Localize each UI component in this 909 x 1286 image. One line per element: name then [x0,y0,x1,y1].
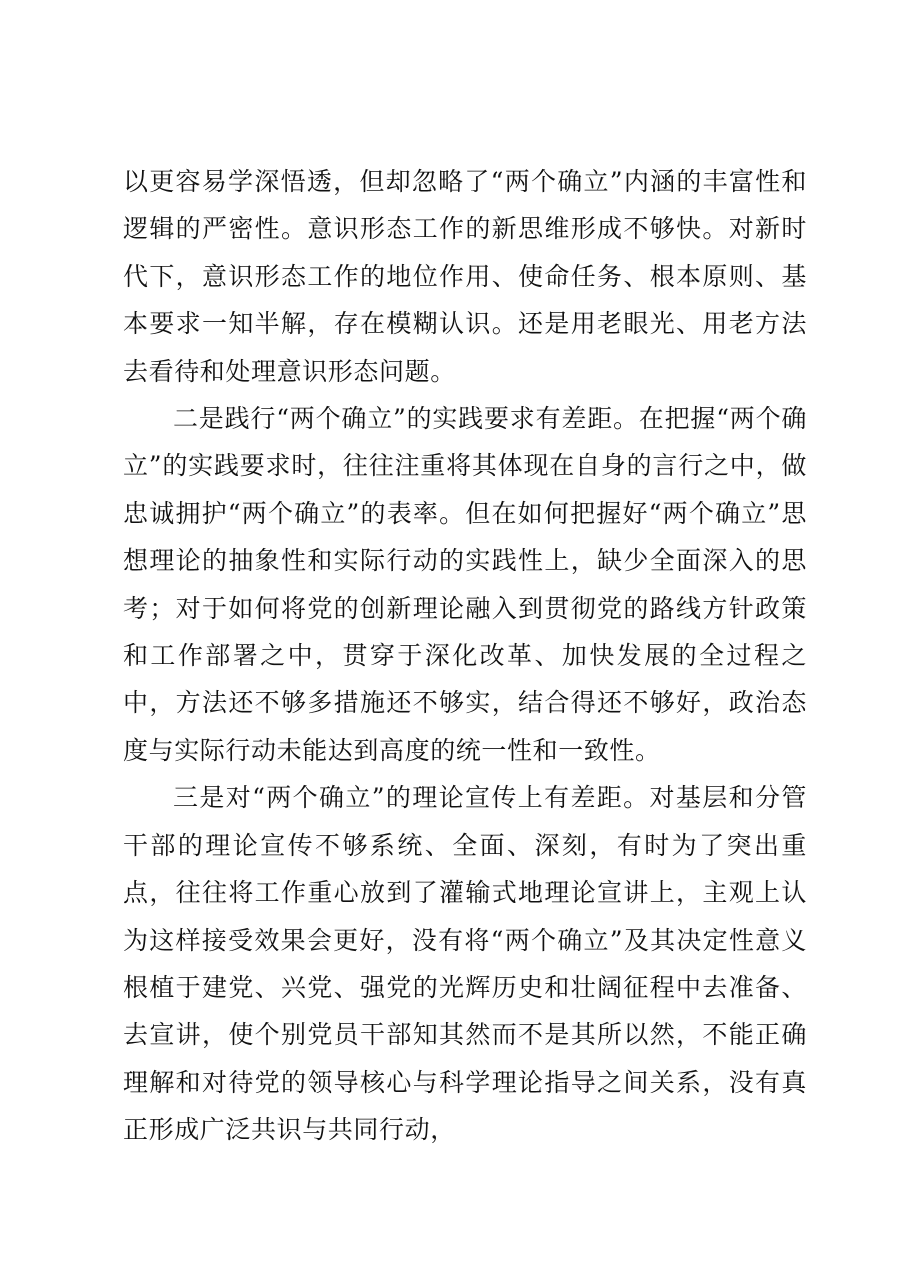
paragraph-propaganda-gap: 三是对“两个确立”的理论宣传上有差距。对基层和分管干部的理论宣传不够系统、全面、深刻，有时为了突出重点，往往将工作重心放到了灌输式地理论宣讲上，主观上认为这样接受效果会更好，没有将“两个确立”及其决定性意义根植于建党、兴党、强党的光辉历史和壮阔征程中去准备、去宣讲，使个别党员干部知其然而不是其所以然，不能正确理解和对待党的领导核心与科学理论指导之间关系，没有真正形成广泛共识与共同行动， [123,783,807,1145]
document-body [123,158,807,1154]
paragraph-continuation: 以更容易学深悟透，但却忽略了“两个确立”内涵的丰富性和逻辑的严密性。意识形态工作的新思维形成不够快。对新时代下，意识形态工作的地位作用、使命任务、根本原则、基本要求一知半解，存在模糊认识。还是用老眼光、用老方法去看待和处理意识形态问题。 [123,167,807,386]
paragraph-practice-gap: 二是践行“两个确立”的实践要求有差距。在把握“两个确立”的实践要求时，往往注重将其体现在自身的言行之中，做忠诚拥护“两个确立”的表率。但在如何把握好“两个确立”思想理论的抽象性和实际行动的实践性上，缺少全面深入的思考；对于如何将党的创新理论融入到贯彻党的路线方针政策和工作部署之中，贯穿于深化改革、加快发展的全过程之中，方法还不够多措施还不够实，结合得还不够好，政治态度与实际行动未能达到高度的统一性和一致性。 [123,404,807,765]
